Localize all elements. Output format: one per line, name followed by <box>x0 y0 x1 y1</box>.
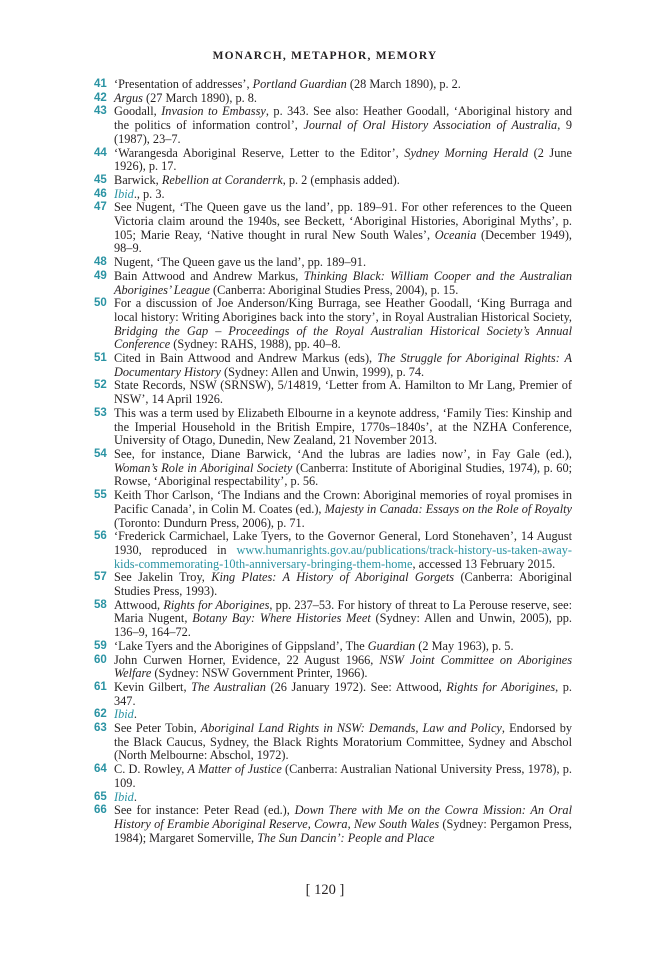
endnote-number: 66 <box>94 804 107 817</box>
endnote-number: 44 <box>94 146 107 159</box>
page-number: [ 120 ] <box>305 882 345 898</box>
endnote-title: King Plates: A History of Aboriginal Gorgets <box>211 570 455 585</box>
endnote-text: Attwood, <box>114 597 164 612</box>
endnote-title: Rebellion at Coranderrk <box>161 172 283 187</box>
endnote <box>94 681 572 708</box>
endnote-text: Bain Attwood and Andrew Markus, <box>114 268 304 283</box>
endnote-text: , Endorsed by the Black Caucus, Sydney, the Black Rights Moratorium Committee, Sydney and Abschol (North Melbourne: Abschol, 1972). <box>114 721 572 763</box>
endnote-title: Thinking Black: William Cooper and the Australian Aborigines’ League <box>114 268 573 297</box>
endnote-title: The Australian <box>191 679 266 694</box>
endnote <box>94 448 572 489</box>
endnote-text: (Sydney: Allen and Unwin, 1999), p. 74. <box>220 364 425 379</box>
endnote <box>94 174 572 188</box>
endnote <box>94 256 572 270</box>
endnote-number: 48 <box>94 256 107 269</box>
endnote-number: 47 <box>94 201 107 214</box>
running-head: MONARCH, METAPHOR, MEMORY <box>212 50 438 62</box>
endnote <box>94 722 572 763</box>
endnote-text: (Sydney: Pergamon Press, 1984); Margaret Somerville, <box>114 816 572 845</box>
endnote-text: Goodall, <box>114 104 162 119</box>
endnote <box>94 105 572 146</box>
endnote-text: See Nugent, ‘The Queen gave us the land’, pp. 189–91. For other references to the Queen Victoria claim around the 1940s, see Beckett, ‘Aboriginal Histories, Aboriginal Myths’, p. 105; Marie Reay, ‘Native thought in rural New South Wales’, <box>114 200 572 242</box>
endnote-text: , p. 343. See also: Heather Goodall, ‘Aboriginal history and the politics of information control’, <box>114 104 573 133</box>
endnote-number: 43 <box>94 105 107 118</box>
endnote-title: Woman’s Role in Aboriginal Society <box>114 460 293 475</box>
endnote-text: . <box>133 707 137 722</box>
endnote-text: (2 June 1926), p. 17. <box>114 145 572 174</box>
endnote-title: Guardian <box>367 638 416 653</box>
endnote <box>94 654 572 681</box>
endnote <box>94 352 572 379</box>
endnote-text: (Canberra: Australian National University Press, 1978), p. 109. <box>114 762 573 790</box>
endnote-title: A Matter of Justice <box>187 762 282 777</box>
endnote-title: NSW Joint Committee on Aborigines Welfare <box>114 652 572 681</box>
endnote-title: Rights for Aborigines <box>163 597 270 612</box>
endnote-title: Botany Bay: Where Histories Meet <box>192 611 371 626</box>
endnote-text: , p. 2 (emphasis added). <box>282 172 400 187</box>
endnote-text: (Sydney: NSW Government Printer, 1966). <box>151 666 368 681</box>
endnote-text: John Curwen Horner, Evidence, 22 August 1966, <box>114 652 380 667</box>
endnote-url-link[interactable]: www.humanrights.gov.au/publications/track-history-us-taken-away-kids-commemorating-10th-anniversary-bringing-them-home <box>114 542 572 571</box>
endnote-title: Rights for Aborigines <box>446 679 556 694</box>
endnote-text: (Toronto: Dundurn Press, 2006), p. 71. <box>114 515 305 530</box>
endnote-text: See Peter Tobin, <box>114 721 201 736</box>
endnote-text: For a discussion of Joe Anderson/King Burraga, see Heather Goodall, ‘King Burraga and local history: Writing Aborigines back into the story’, in Royal Australian Historical Society, <box>114 296 572 324</box>
endnote-title: Ibid <box>114 186 134 201</box>
endnote-text: Nugent, ‘The Queen gave us the land’, pp. 189–91. <box>114 255 367 270</box>
endnote <box>94 763 572 790</box>
endnote-title: Portland Guardian <box>252 77 347 91</box>
endnote-text: C. D. Rowley, <box>114 762 188 777</box>
endnote-title: Down There with Me on the Cowra Mission: An Oral History of Erambie Aboriginal Reserve, Cowra, New South Wales <box>114 803 572 831</box>
endnote <box>94 147 572 174</box>
endnote <box>94 640 572 654</box>
endnote-number: 51 <box>94 352 107 365</box>
endnote-number: 50 <box>94 297 107 310</box>
endnote-number: 57 <box>94 571 107 584</box>
endnote <box>94 530 572 571</box>
endnote-title: Majesty in Canada: Essays on the Role of Royalty <box>324 501 572 516</box>
endnote-number: 45 <box>94 173 107 186</box>
endnote-text: ‘Lake Tyers and the Aborigines of Gippsland’, The <box>114 638 368 653</box>
endnote-text: (Sydney: RAHS, 1988), pp. 40–8. <box>170 337 341 352</box>
endnote-text: (December 1949), 98–9. <box>114 227 572 256</box>
endnote-text: , pp. 237–53. For history of threat to La Perouse reserve, see: Maria Nugent, <box>114 597 572 626</box>
endnote <box>94 379 572 406</box>
endnote-number: 41 <box>94 78 107 90</box>
endnote-number: 64 <box>94 763 107 776</box>
endnote-number: 58 <box>94 598 107 611</box>
endnote <box>94 201 572 256</box>
endnote-number: 61 <box>94 680 107 693</box>
endnote-title: The Struggle for Aboriginal Rights: A Documentary History <box>114 351 572 379</box>
endnote-text: (26 January 1972). See: Attwood, <box>265 679 447 694</box>
endnote-text: (Canberra: Aboriginal Studies Press, 2004), p. 15. <box>209 282 459 297</box>
endnote-text: ‘Frederick Carmichael, Lake Tyers, to the Governor General, Lord Stonehaven’, 14 August 1930, reproduced in <box>114 529 572 557</box>
endnote-text: See, for instance, Diane Barwick, ‘And the lubras are ladies now’, in Fay Gale (ed.), <box>114 446 572 461</box>
endnote <box>94 791 572 805</box>
endnote <box>94 804 572 845</box>
endnote-text: See Jakelin Troy, <box>114 570 212 585</box>
endnote <box>94 407 572 448</box>
endnote <box>94 489 572 530</box>
endnote-title: Argus <box>114 90 143 105</box>
endnote-text: (28 March 1890), p. 2. <box>346 77 461 91</box>
endnote-number: 53 <box>94 406 107 419</box>
endnote <box>94 571 572 598</box>
endnote <box>94 599 572 640</box>
endnote-text: , p. 347. <box>114 679 573 708</box>
endnote-number: 54 <box>94 447 107 460</box>
endnote-text: , 9 (1987), 23–7. <box>114 118 572 146</box>
endnote-title: Oceania <box>434 227 477 242</box>
endnote-number: 55 <box>94 489 107 502</box>
endnote-number: 65 <box>94 790 107 803</box>
endnote-text: ., p. 3. <box>133 186 165 201</box>
endnote-text: . <box>133 789 137 804</box>
endnotes-list <box>94 78 572 845</box>
endnote-title: Sydney Morning Herald <box>404 145 529 160</box>
endnote-number: 63 <box>94 722 107 735</box>
endnote-number: 56 <box>94 530 107 543</box>
endnote <box>94 92 572 106</box>
endnote-number: 49 <box>94 269 107 282</box>
endnote-number: 60 <box>94 653 107 666</box>
endnote <box>94 270 572 297</box>
endnote-text: See for instance: Peter Read (ed.), <box>114 803 295 818</box>
endnote-title: Bridging the Gap – Proceedings of the Royal Australian Historical Society’s Annual Conference <box>114 323 572 352</box>
endnote-text: , accessed 13 February 2015. <box>412 556 556 571</box>
endnote <box>94 78 572 92</box>
endnote-number: 59 <box>94 639 107 652</box>
endnote-text: (2 May 1963), p. 5. <box>415 638 514 653</box>
endnote-text: Cited in Bain Attwood and Andrew Markus (eds), <box>114 351 378 366</box>
endnote-number: 62 <box>94 708 107 721</box>
endnote-text: Keith Thor Carlson, ‘The Indians and the Crown: Aboriginal memories of royal promises in Pacific Canada’, in Colin M. Coates (ed.), <box>114 488 572 516</box>
endnote-text: (Canberra: Institute of Aboriginal Studies, 1974), p. 60; Rowse, ‘Aboriginal respectability’, p. 56. <box>114 460 573 489</box>
endnote <box>94 708 572 722</box>
endnote-text: Barwick, <box>114 172 162 187</box>
endnote-text: Kevin Gilbert, <box>114 679 192 694</box>
endnote-text: (Canberra: Aboriginal Studies Press, 1993). <box>114 570 572 599</box>
endnote-title: Journal of Oral History Association of Australia <box>303 118 558 133</box>
endnote <box>94 188 572 202</box>
endnote-text: ‘Warangesda Aboriginal Reserve, Letter to the Editor’, <box>114 145 405 160</box>
endnote-title: Invasion to Embassy <box>161 104 266 119</box>
endnote-text: ‘Presentation of addresses’, <box>114 77 253 91</box>
endnote-title: The Sun Dancin’: People and Place <box>257 830 435 845</box>
endnote-text: This was a term used by Elizabeth Elbourne in a keynote address, ‘Family Ties: Kinship and the Imperial Household in the British Empire, 1770s–1840s’, at the NZHA Conference, University of Otago, Dunedin, New Zealand, 21 November 2013. <box>114 405 572 448</box>
endnote-number: 42 <box>94 91 107 104</box>
endnote-text: (Sydney: Allen and Unwin, 2005), pp. 136–9, 164–72. <box>114 611 572 640</box>
endnote <box>94 297 572 352</box>
endnote-text: (27 March 1890), p. 8. <box>142 90 258 105</box>
endnote-title: Ibid <box>114 789 134 804</box>
endnote-number: 46 <box>94 187 107 200</box>
endnote-title: Aboriginal Land Rights in NSW: Demands, Law and Policy <box>200 721 502 736</box>
endnote-title: Ibid <box>114 707 134 722</box>
endnote-text: State Records, NSW (SRNSW), 5/14819, ‘Letter from A. Hamilton to Mr Lang, Premier of NSW’, 14 April 1926. <box>114 378 572 407</box>
endnote-number: 52 <box>94 379 107 392</box>
